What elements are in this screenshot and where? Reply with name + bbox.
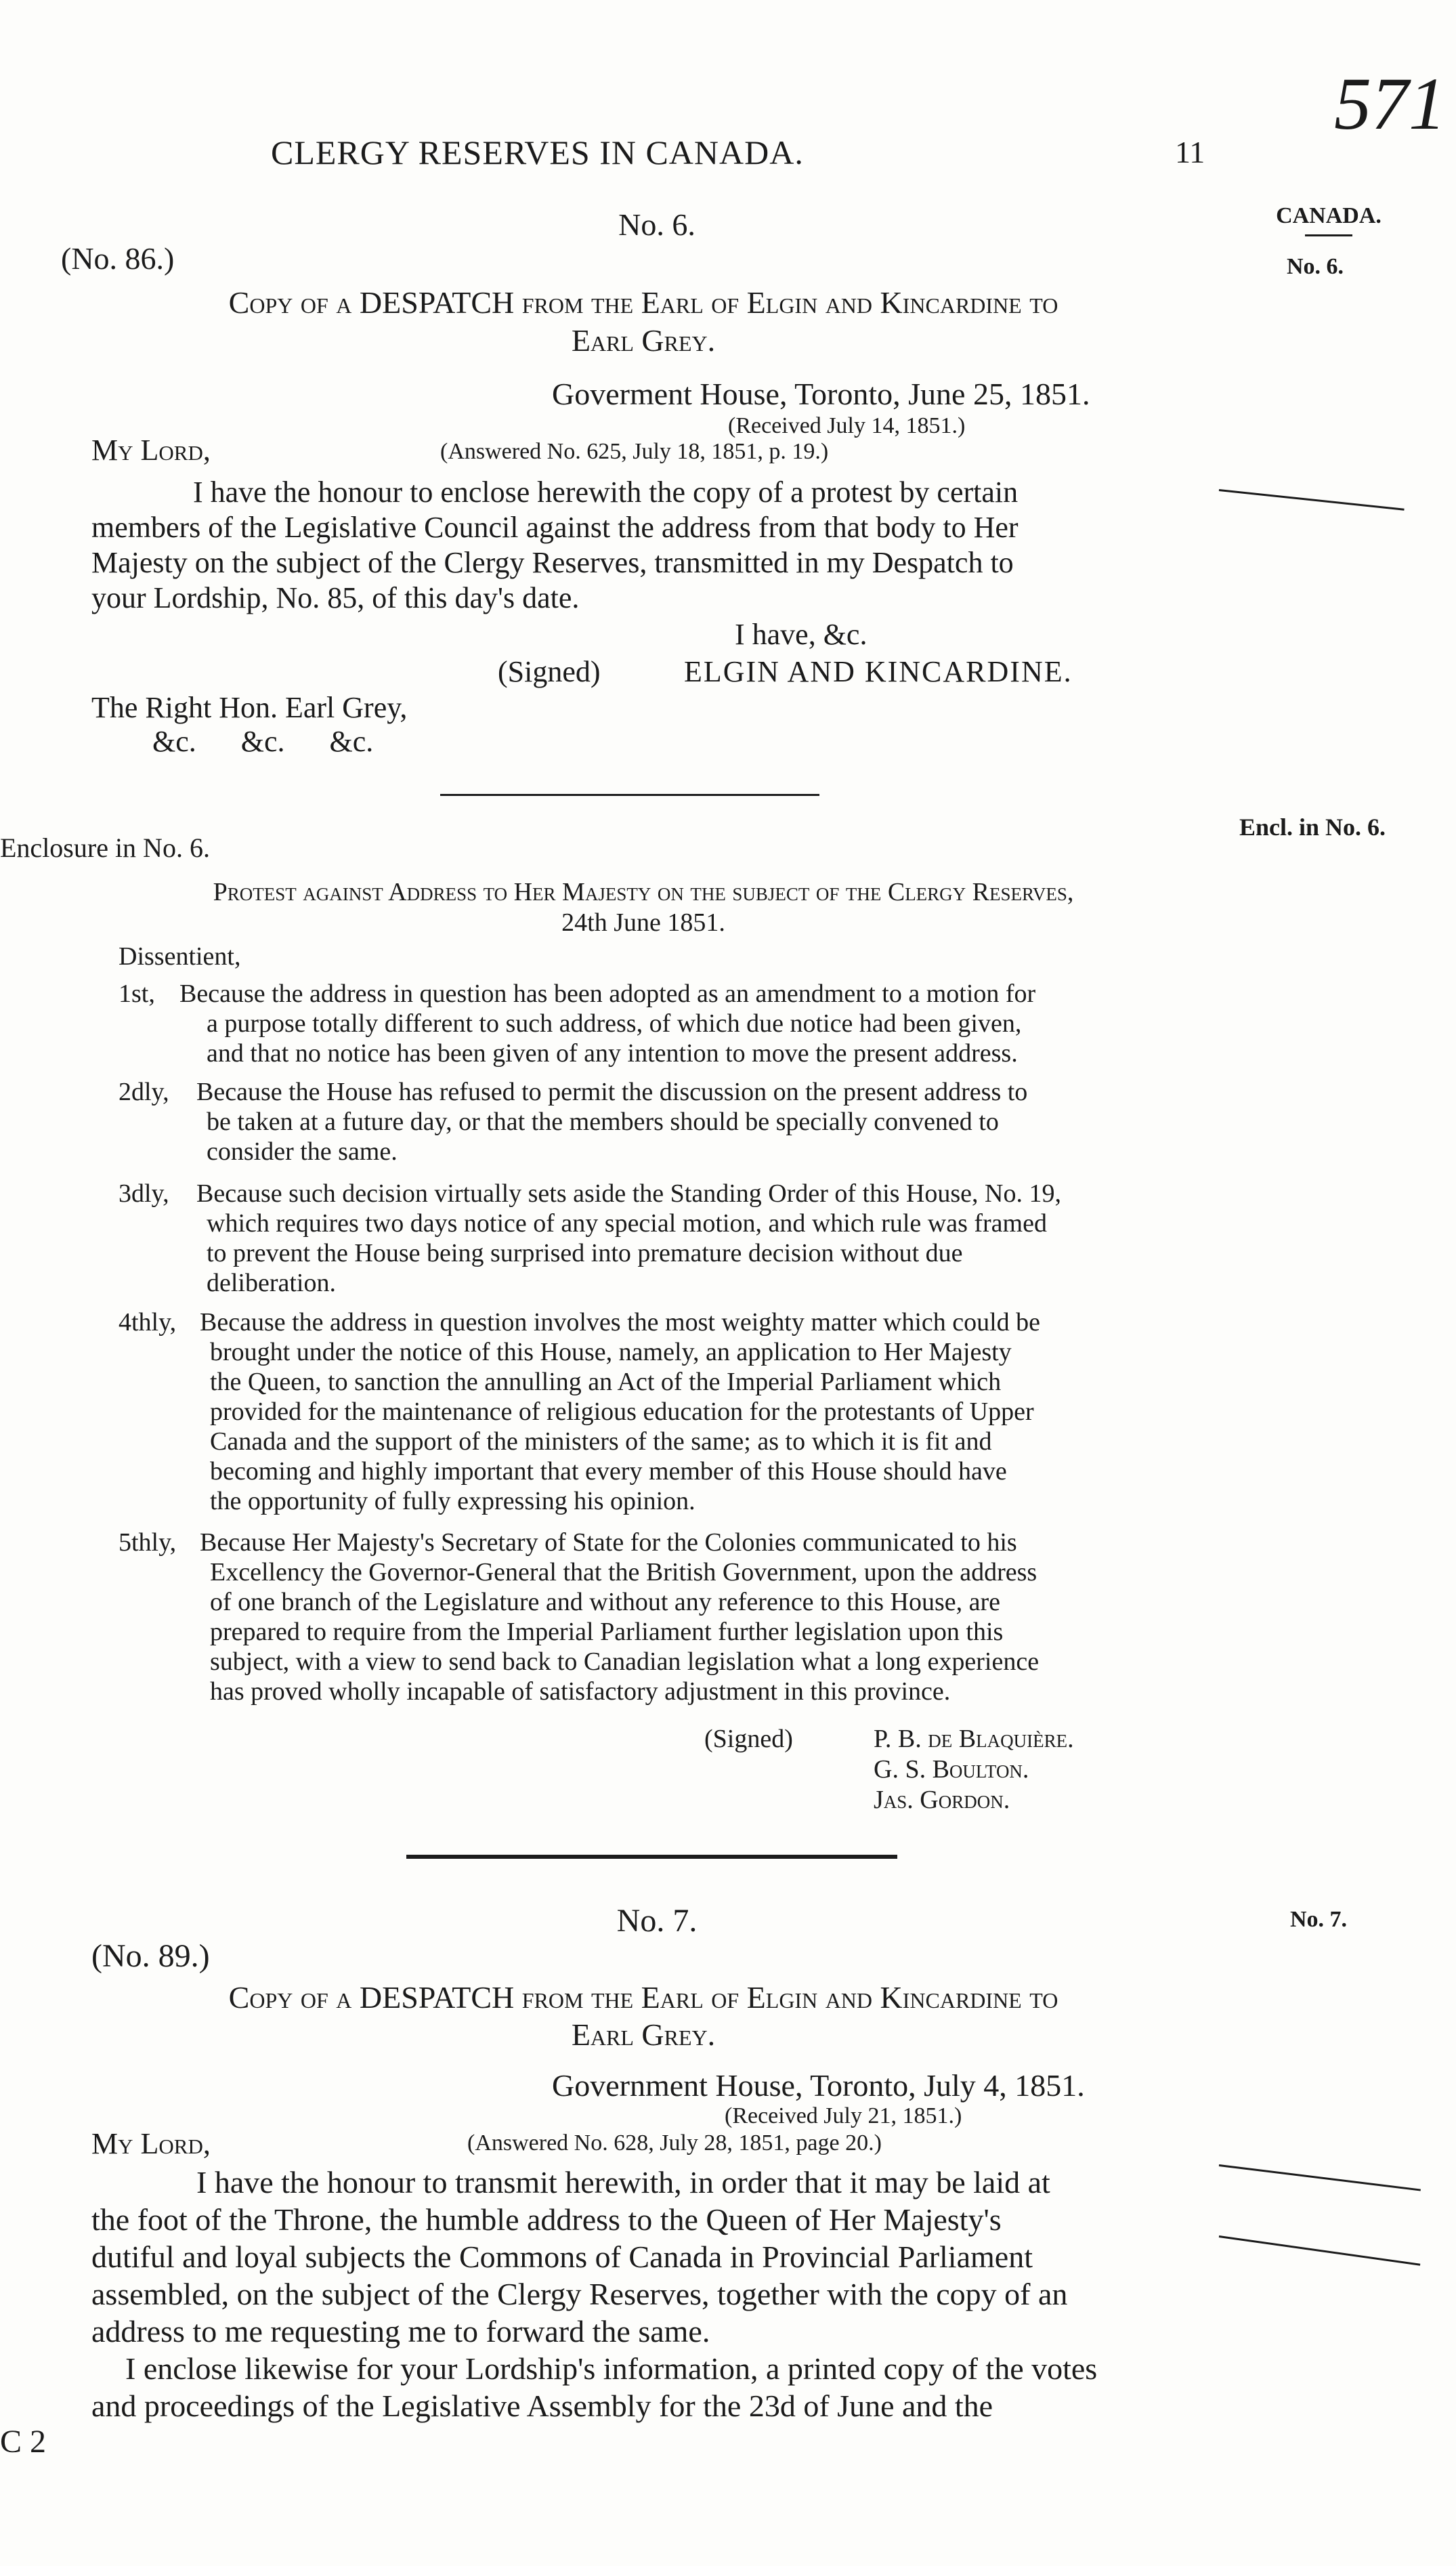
protest-item-line: provided for the maintenance of religious education for the protestants of Upper (210, 1397, 1034, 1426)
protest-item-1 (119, 979, 1202, 1074)
signatory-3: Jas. Gordon. (874, 1786, 1010, 1814)
doc7-title-line1 (68, 1978, 1219, 2017)
margin-canada-label: CANADA. (1276, 203, 1382, 228)
doc7-title-text: Copy of a DESPATCH from the Earl of Elgin and Kincardine to (228, 1980, 1058, 2015)
protest-item-line: has proved wholly incapable of satisfactory adjustment in this province. (210, 1677, 951, 1706)
doc7-p2-line2: and proceedings of the Legislative Assembly for the 23d of June and the (91, 2389, 993, 2423)
enclosure-signed-label: (Signed) (704, 1725, 793, 1753)
doc7-title-text: Earl Grey. (571, 2017, 716, 2052)
protest-item-line: brought under the notice of this House, namely, an application to Her Majesty (210, 1338, 1012, 1366)
protest-item-line: which requires two days notice of any special motion, and which rule was framed (207, 1209, 1047, 1238)
protest-item-line: prepared to require from the Imperial Parliament further legislation upon this (210, 1618, 1004, 1646)
margin-note-enclosure: Encl. in No. 6. (1239, 814, 1386, 841)
printer-signature-mark: C 2 (0, 2424, 47, 2460)
doc6-body-line1: I have the honour to enclose herewith the copy of a protest by certain (193, 476, 1019, 509)
protest-item-line: to prevent the House being surprised into premature decision without due (207, 1239, 963, 1267)
protest-item-line: consider the same. (207, 1137, 398, 1166)
protest-item-4 (119, 1307, 1202, 1524)
handwritten-folio: 571 (1334, 62, 1446, 145)
doc6-place-date: Goverment House, Toronto, June 25, 1851. (552, 377, 1090, 411)
enclosure-heading: Enclosure in No. 6. (0, 833, 210, 863)
doc6-signed-name: ELGIN AND KINCARDINE. (684, 655, 1073, 688)
protest-item-2 (119, 1077, 1202, 1172)
doc6-title-text: Earl Grey. (571, 323, 716, 358)
dissentient-label: Dissentient, (119, 942, 241, 971)
doc7-p1-line2: the foot of the Throne, the humble address to the Queen of Her Majesty's (91, 2202, 1002, 2237)
doc6-addressee: The Right Hon. Earl Grey, (91, 691, 408, 724)
doc6-body-line2: members of the Legislative Council against the address from that body to Her (91, 511, 1019, 544)
signatory-2: G. S. Boulton. (874, 1755, 1029, 1784)
doc7-p1-line4: assembled, on the subject of the Clergy Reserves, together with the copy of an (91, 2277, 1068, 2311)
margin-pen-stroke (1219, 2164, 1421, 2191)
protest-item-line: Excellency the Governor-General that the British Government, upon the address (210, 1558, 1037, 1586)
protest-item-line: and that no notice has been given of any intention to move the present address. (207, 1039, 1018, 1068)
enclosure-title-text: Protest against Address to Her Majesty on the subject of the Clergy Reserves, (213, 878, 1074, 906)
protest-item-line: the opportunity of fully expressing his opinion. (210, 1487, 695, 1515)
protest-item-line: a purpose totally different to such address, of which due notice had been given, (207, 1009, 1022, 1038)
protest-item-line: deliberation. (207, 1269, 336, 1297)
doc7-p2-line1: I enclose likewise for your Lordship's information, a printed copy of the votes (125, 2351, 1098, 2386)
doc7-received: (Received July 21, 1851.) (725, 2103, 962, 2128)
margin-pen-stroke (1219, 2235, 1420, 2266)
doc7-ref: (No. 89.) (91, 1938, 210, 1974)
enclosure-title-line2: 24th June 1851. (561, 908, 725, 937)
enclosure-title-line1 (68, 877, 1219, 907)
protest-item-line: becoming and highly important that every member of this House should have (210, 1457, 1007, 1486)
doc6-closing: I have, &c. (735, 618, 868, 651)
doc6-title-line2 (68, 321, 1219, 360)
doc6-answered: (Answered No. 625, July 18, 1851, p. 19.) (440, 439, 829, 464)
protest-item-line: the Queen, to sanction the annulling an Act of the Imperial Parliament which (210, 1368, 1002, 1396)
protest-item-line: Because such decision virtually sets aside the Standing Order of this House, No. 19, (196, 1179, 1061, 1208)
doc7-p1-line3: dutiful and loyal subjects the Commons of Canada in Provincial Parliament (91, 2239, 1033, 2274)
doc6-number: No. 6. (618, 207, 695, 242)
doc6-body-line3: Majesty on the subject of the Clergy Reserves, transmitted in my Despatch to (91, 546, 1014, 579)
section-divider (440, 794, 819, 796)
protest-item-3 (119, 1179, 1202, 1301)
doc6-received: (Received July 14, 1851.) (728, 413, 966, 438)
protest-item-number: 1st, (119, 980, 155, 1008)
doc7-answered: (Answered No. 628, July 28, 1851, page 20.) (467, 2130, 882, 2155)
doc7-title-line2 (68, 2015, 1219, 2055)
doc6-signed-label: (Signed) (498, 655, 601, 688)
protest-item-number: 3dly, (119, 1179, 169, 1208)
running-head: CLERGY RESERVES IN CANADA. (271, 133, 804, 171)
protest-item-line: Because Her Majesty's Secretary of State for the Colonies communicated to his (200, 1528, 1017, 1557)
doc6-addressee-etc: &c. &c. &c. (152, 725, 374, 758)
doc7-p1-line5: address to me requesting me to forward the same. (91, 2314, 710, 2349)
protest-item-line: Because the House has refused to permit the discussion on the present address to (196, 1078, 1028, 1106)
doc7-number: No. 7. (616, 1903, 698, 1939)
protest-item-line: subject, with a view to send back to Canadian legislation what a long experience (210, 1647, 1040, 1676)
doc6-ref: (No. 86.) (61, 241, 175, 276)
doc6-body-line4: your Lordship, No. 85, of this day's date. (91, 581, 580, 614)
protest-item-5 (119, 1528, 1202, 1717)
doc6-title-text: Copy of a DESPATCH from the Earl of Elgin and Kincardine to (228, 285, 1058, 320)
protest-item-number: 5thly, (119, 1528, 177, 1557)
doc6-title-line1 (68, 283, 1219, 322)
protest-item-line: Because the address in question involves the most weighty matter which could be (200, 1308, 1041, 1337)
protest-item-line: Because the address in question has been adopted as an amendment to a motion for (179, 980, 1036, 1008)
margin-note-no7: No. 7. (1290, 1907, 1348, 1932)
protest-item-number: 4thly, (119, 1308, 177, 1337)
doc7-place-date: Government House, Toronto, July 4, 1851. (552, 2068, 1085, 2103)
signatory-1: P. B. de Blaquière. (874, 1725, 1074, 1753)
protest-item-line: Canada and the support of the ministers of the same; as to which it is fit and (210, 1427, 992, 1456)
section-divider-thick (406, 1855, 897, 1859)
protest-item-line: of one branch of the Legislature and without any reference to this House, are (210, 1588, 1000, 1616)
margin-pen-stroke (1219, 489, 1405, 511)
page-number: 11 (1175, 135, 1205, 169)
doc7-salutation: My Lord, (91, 2127, 211, 2160)
protest-item-line: be taken at a future day, or that the members should be specially convened to (207, 1108, 999, 1136)
doc6-salutation: My Lord, (91, 434, 211, 467)
protest-item-number: 2dly, (119, 1078, 169, 1106)
margin-note-no6: No. 6. (1287, 254, 1344, 279)
doc7-p1-line1: I have the honour to transmit herewith, in order that it may be laid at (196, 2165, 1050, 2200)
